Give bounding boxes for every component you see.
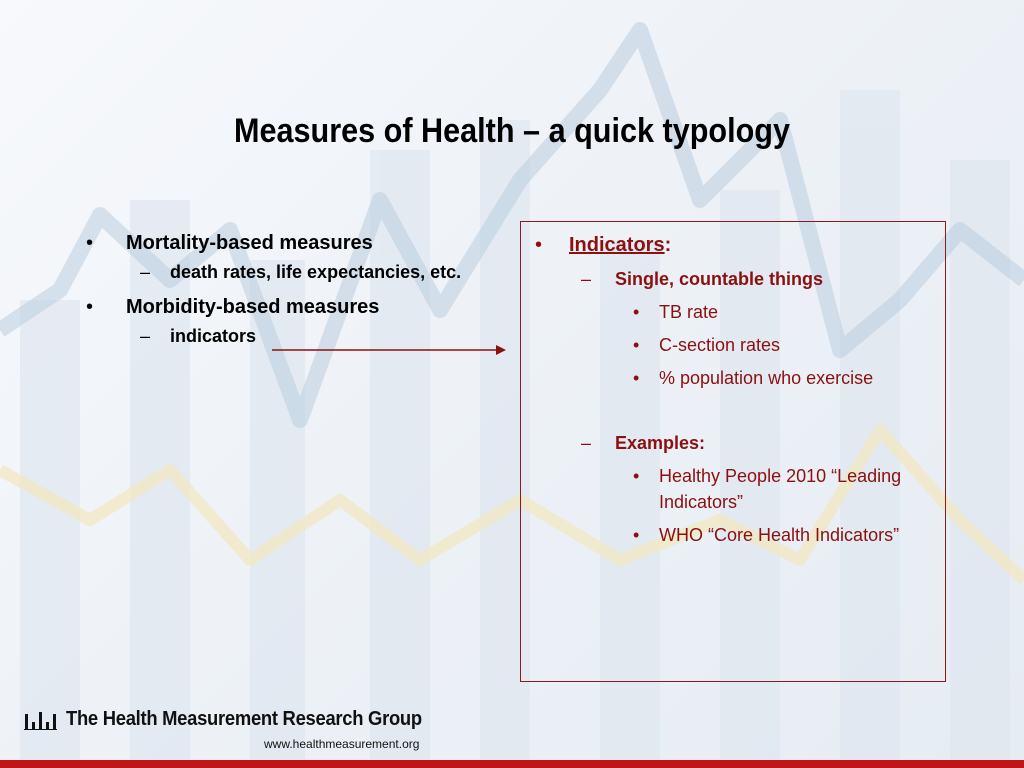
bullet-text: Morbidity-based measures <box>126 296 380 318</box>
org-name: The Health Measurement Research Group <box>66 708 422 730</box>
dash-marker: – <box>140 326 151 346</box>
slide-title: Measures of Health – a quick typology <box>233 112 791 150</box>
sub-bullet-text: Examples: <box>615 433 706 453</box>
sub-bullet-text: indicators <box>170 326 257 346</box>
org-logo <box>24 708 453 731</box>
sub-bullet-item-death-rates <box>86 258 506 286</box>
footer <box>24 708 453 751</box>
bullet-marker: • <box>535 234 543 256</box>
bullet-marker: • <box>633 302 640 322</box>
bullet-marker: • <box>86 296 94 318</box>
sub-bullet-text: death rates, life expectancies, etc. <box>170 262 462 282</box>
bullet-marker: • <box>633 525 640 545</box>
right-arrow-icon <box>272 343 508 357</box>
left-bullet-list <box>86 228 506 356</box>
list-item-text: % population who exercise <box>659 368 874 388</box>
list-item <box>633 365 923 391</box>
footer-accent-bar <box>0 760 1024 768</box>
bullet-item-mortality <box>86 228 506 258</box>
dash-marker: – <box>581 433 592 453</box>
list-item <box>633 332 923 358</box>
list-item <box>633 299 923 325</box>
dash-marker: – <box>140 262 151 282</box>
bullet-item-morbidity <box>86 292 506 322</box>
bullet-marker: • <box>633 466 640 486</box>
dash-marker: – <box>581 269 592 289</box>
website-url[interactable]: www.healthmeasurement.org <box>264 737 420 751</box>
sub-bullet-text: Single, countable things <box>615 269 824 289</box>
bullet-text: Mortality-based measures <box>126 232 373 254</box>
heading-colon: : <box>664 234 672 256</box>
list-item-text: Healthy People 2010 “Leading Indicators” <box>659 466 902 512</box>
list-item-text: WHO “Core Health Indicators” <box>659 525 900 545</box>
bar-chart-logo-icon <box>24 710 60 730</box>
list-item <box>633 463 923 515</box>
list-item-text: TB rate <box>659 302 719 322</box>
bullet-marker: • <box>633 335 640 355</box>
indicators-box <box>520 221 946 682</box>
bullet-marker: • <box>633 368 640 388</box>
indicators-heading: Indicators <box>569 234 665 256</box>
bullet-marker: • <box>86 232 94 254</box>
list-item-text: C-section rates <box>659 335 781 355</box>
list-item <box>633 522 923 548</box>
